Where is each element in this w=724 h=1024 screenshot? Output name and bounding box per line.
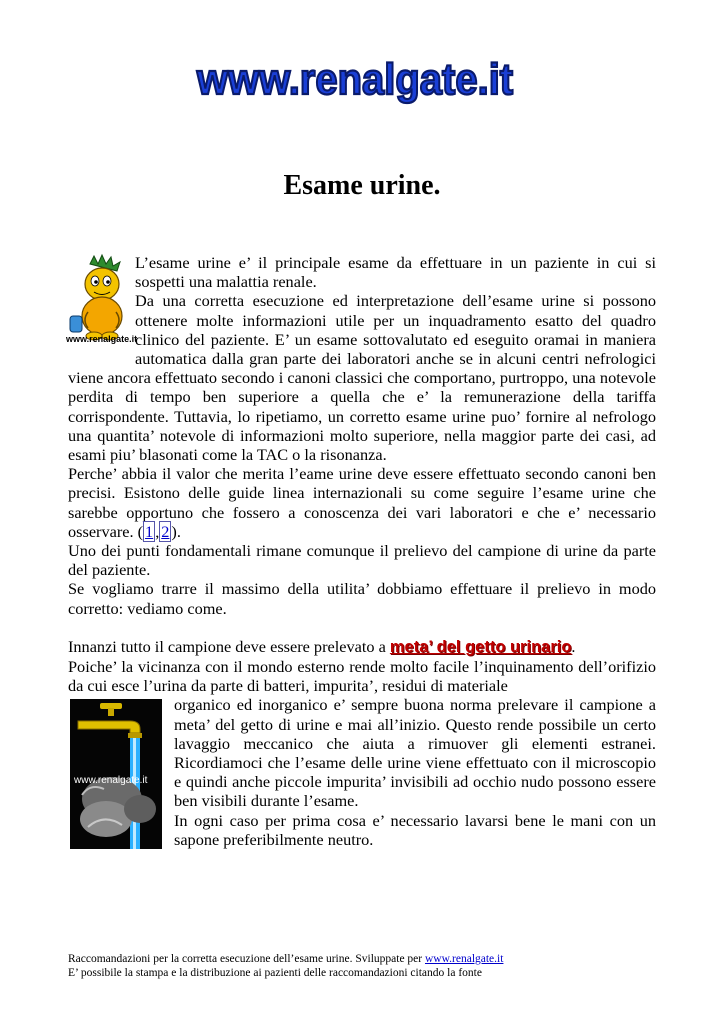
tap-hands-image [70, 699, 162, 849]
mid-stream-emphasis: meta’ del getto urinario [389, 637, 572, 656]
tap-image-caption: www.renalgate.it [74, 775, 148, 787]
footer-site-link[interactable]: www.renalgate.it [424, 953, 504, 965]
paragraph-sampling: Uno dei punti fondamentali rimane comunque il prelievo del campione di urine da parte del paziente. [68, 541, 656, 580]
reference-link-2[interactable]: 2 [161, 521, 170, 541]
mascot-image-caption: www.renalgate.it [66, 334, 138, 344]
paragraph-contamination: organico ed inorganico e’ sempre buona norma prelevare il campione a meta’ del getto di urine e mai all’inizio. Questo rende possibile un certo lavaggio meccanico che aiuta a rimuover gli elementi estranei. Ricordiamoci che l’esame delle urine viene effettuato con il microscopio e quindi anche piccole impurita’ invisibili ad occhio nudo possono essere ben visibili durante l’esame. [174, 695, 656, 811]
site-logo-text: www.renalgate.it [196, 54, 514, 104]
mascot-cartoon-image [66, 254, 138, 352]
footer-line-2: E’ possibile la stampa e la distribuzione ai pazienti delle raccomandazioni citando la fonte [68, 967, 482, 979]
paragraph-intro: L’esame urine e’ il principale esame da effettuare in un paziente in cui si sospetti una malattia renale. [135, 253, 656, 292]
article-body [68, 253, 656, 849]
page-footer [68, 952, 668, 980]
footer-credit-text: Raccomandazioni per la corretta esecuzione dell’esame urine. Sviluppate per [68, 953, 425, 965]
site-logo-graphic [196, 52, 514, 104]
paragraph-how-to: Se vogliamo trarre il massimo della utilita’ dobbiamo effettuare il prelievo in modo corretto: vediamo come. [68, 579, 656, 618]
site-logo [196, 52, 514, 104]
paragraph-interpretation: Da una corretta esecuzione ed interpretazione dell’esame urine si possono ottenere molte informazioni utile per un inquadramento esatto del quadro clinico del paziente. E’ un esame sottovalutato ed eseguito oramai in maniera automatica dalla gran parte dei laboratori anche se in alcuni centri nefrologici viene ancora effettuato secondo i canoni classici che comportano, purtroppo, una notevole perdita di tempo ben superiore a quella che e’ la remunerazione della tariffa corrispondente. Tuttavia, lo ripetiamo, un corretto esame urine puo’ fornire al nefrologo una quantita’ notevole di informazioni molto superiore, nella maggior parte dei casi, ad esami piu’ blasonati come la TAC o la risonanza. [68, 291, 656, 465]
paragraph-contamination-start: Poiche’ la vicinanza con il mondo esterno rende molto facile l’inquinamento dell’orifizio da cui esce l’urina da parte di batteri, impurita’, residui di materiale [68, 657, 656, 696]
paragraph-mid-stream-end: . [571, 636, 576, 656]
paragraph-guidelines-text: Perche’ abbia il valor che merita l’eame urine deve essere effettuato secondo canoni ben precisi. Esistono delle guide linea internazionali su come seguire l’esame urine che sarebbe opportuno che fossero a conoscenza dei vari laboratori e che e’ necessario osservare. ( [68, 464, 656, 541]
paragraph-hand-washing: In ogni caso per prima cosa e’ necessario lavarsi bene le mani con un sapone preferibilmente neutro. [174, 810, 656, 849]
paragraph-mid-stream [68, 637, 656, 657]
reference-link-1[interactable]: 1 [145, 521, 154, 541]
paragraph-mid-stream-text: Innanzi tutto il campione deve essere prelevato a [68, 636, 390, 656]
paragraph-guidelines: Perche’ abbia il valor che merita l’eame urine deve essere effettuato secondo canoni ben precisi. Esistono delle guide linea internazionali su come seguire l’esame urine che sarebbe opportuno che fossero a conoscenza dei vari laboratori e che e’ necessario osservare. ( 1 , 2 ). [68, 464, 656, 541]
paragraph-gap [68, 618, 656, 637]
paragraph-guidelines-end: ). [171, 521, 181, 541]
footer-line-1 [68, 952, 668, 966]
page-title: Esame urine. [283, 170, 441, 201]
